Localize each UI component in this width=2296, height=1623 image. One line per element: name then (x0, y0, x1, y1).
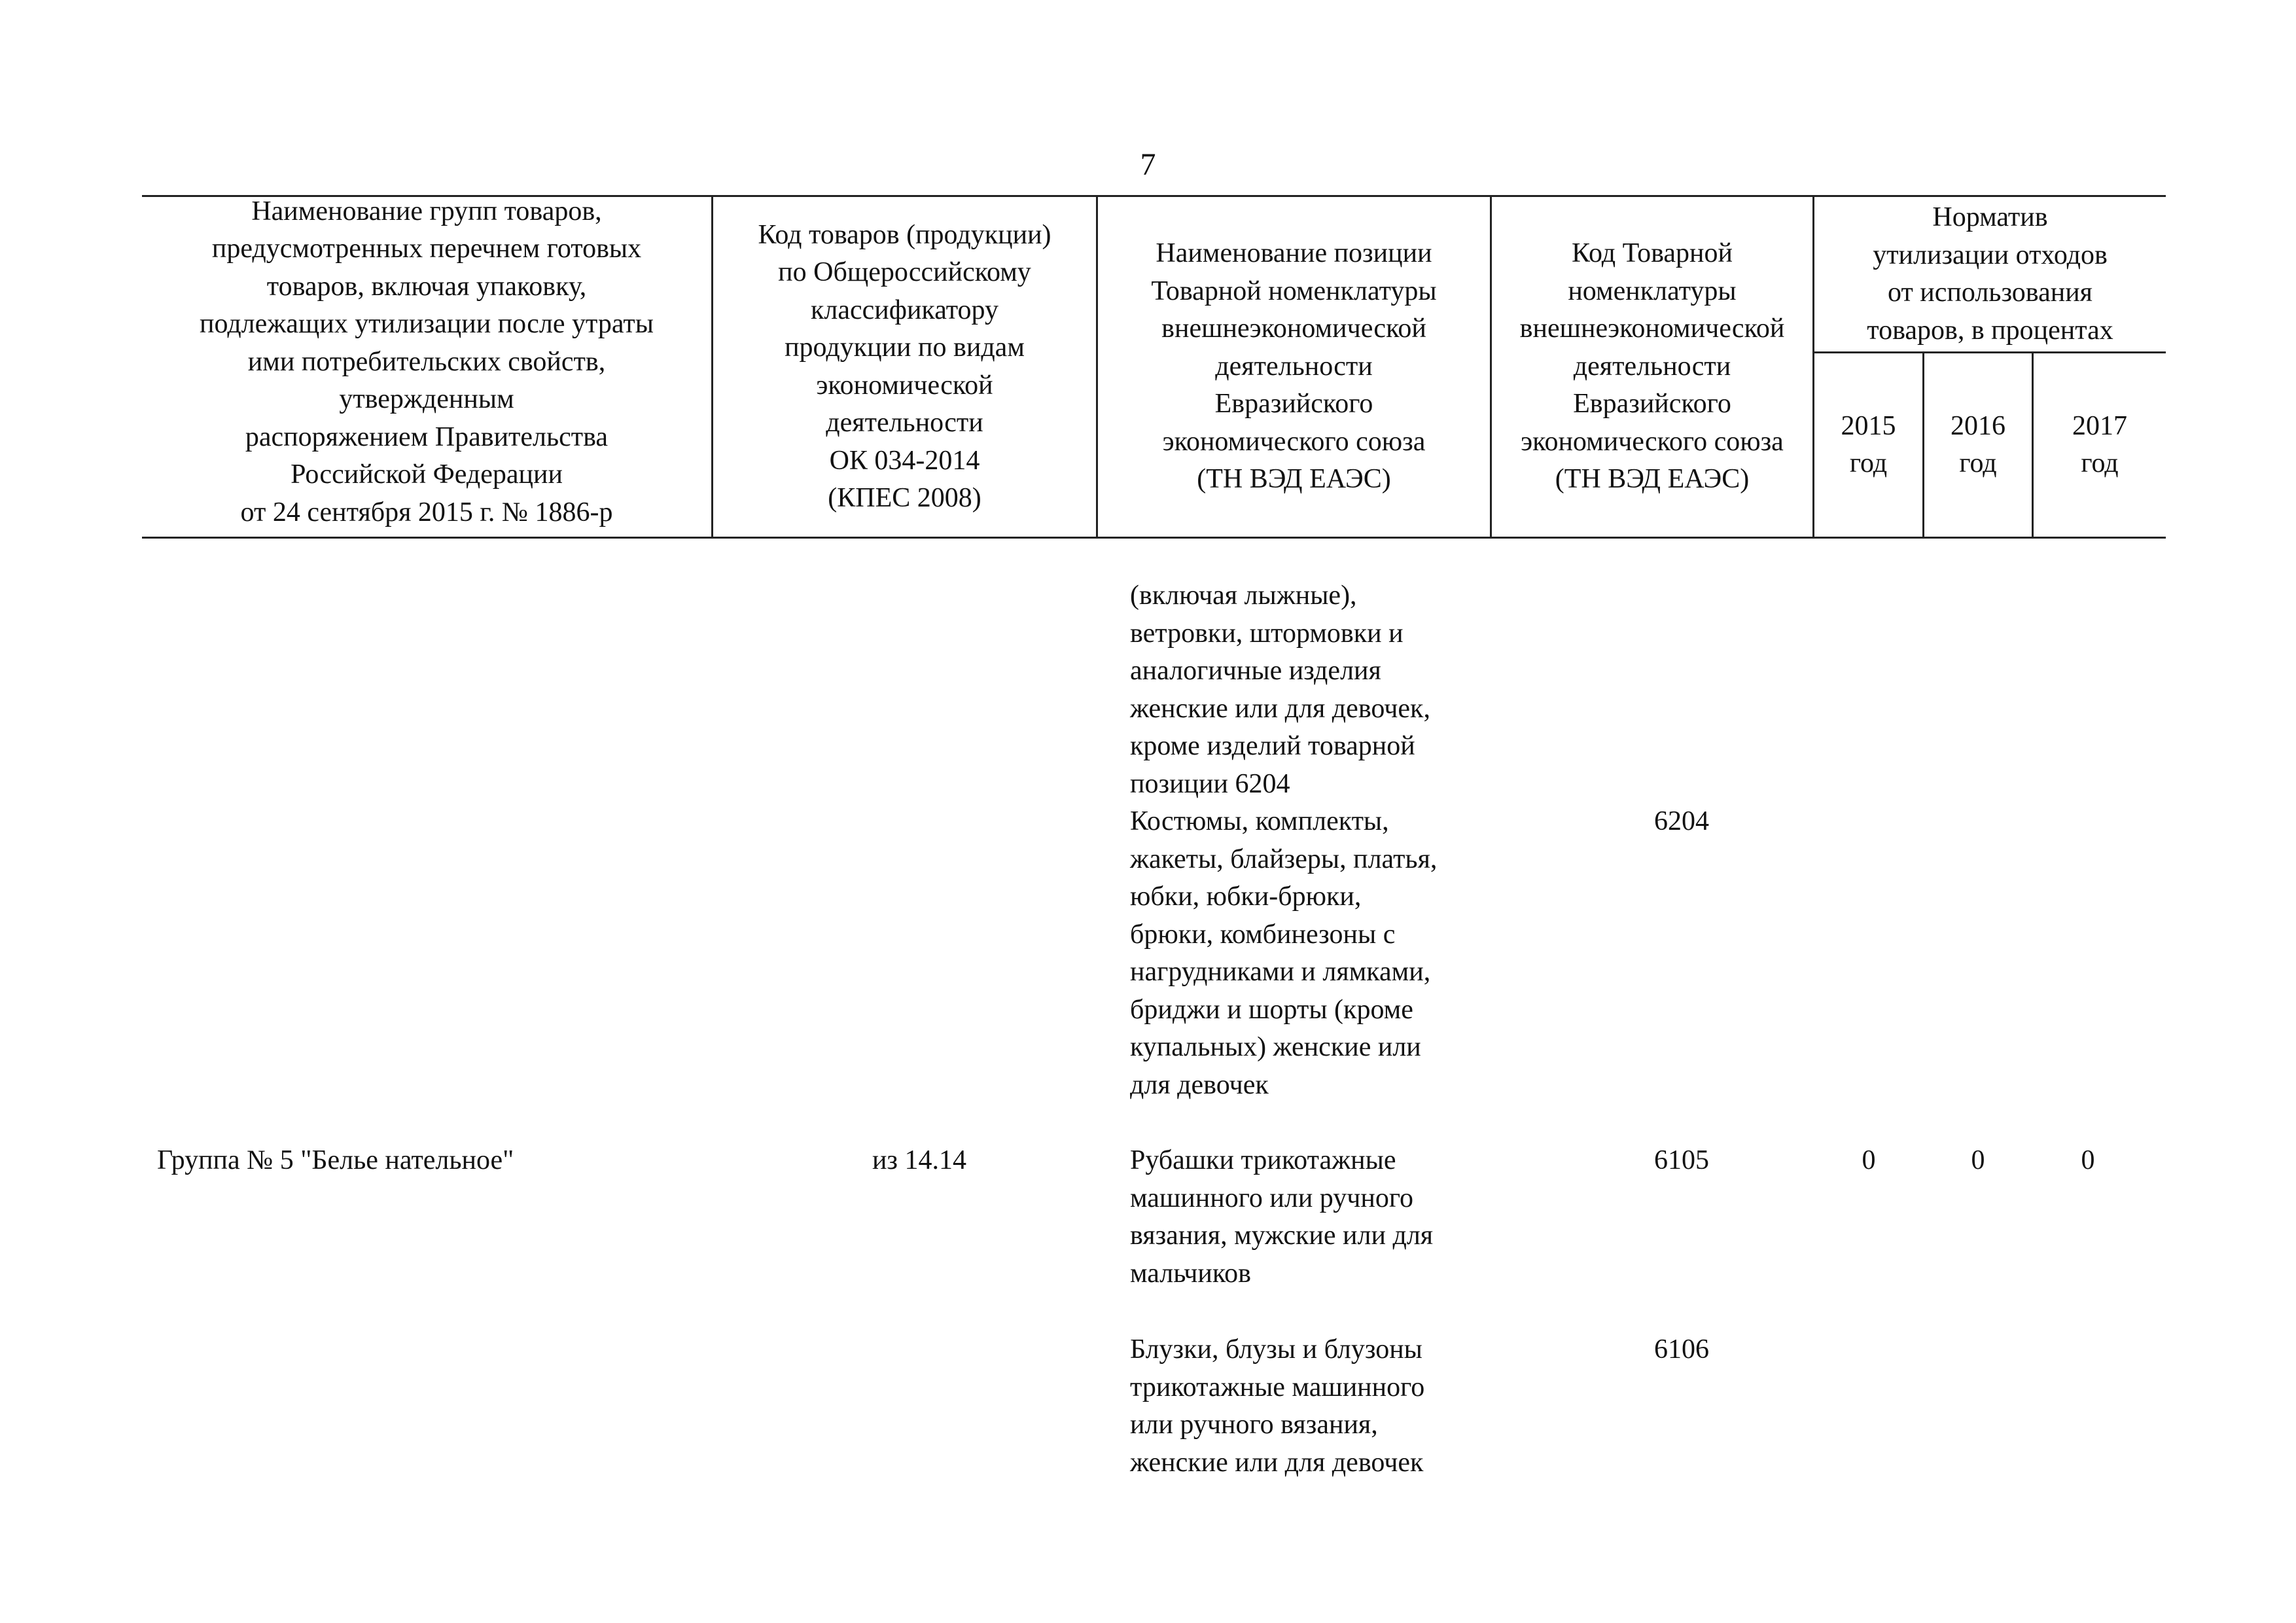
header-norm-title: Норматив утилизации отходов от использования товаров, в процентах (1867, 202, 2113, 346)
header-tnved-code: Код Товарной номенклатуры внешнеэкономической деятельности Евразийского экономического союза (ТН ВЭД ЕАЭС) (1519, 238, 1785, 495)
item-6204-code: 6204 (1654, 806, 1709, 836)
page-number: 7 (1140, 147, 1156, 182)
item-6106-description: Блузки, блузы и блузоны трикотажные машинного или ручного вязания, женские или для девочек (1130, 1334, 1425, 1478)
item-6105-code: 6105 (1654, 1145, 1709, 1175)
header-okpd-code: Код товаров (продукции) по Общероссийскому классификатору продукции по видам экономической деятельности ОК 034-2014 (КПЕС 2008) (758, 219, 1051, 513)
value-2015: 0 (1862, 1145, 1876, 1175)
header-group-name: Наименование групп товаров, предусмотренных перечнем готовых товаров, включая упаковку, подлежащих утилизации после утраты ими потребительских свойств, утвержденным распоряжением Правительства Российской Федерации от 24 сентября 2015 г. № 1886-р (200, 196, 654, 527)
continuation-description: (включая лыжные), ветровки, штормовки и аналогичные изделия женские или для девочек, кроме изделий товарной позиции 6204 (1130, 580, 1430, 799)
value-2016: 0 (1971, 1145, 1985, 1175)
item-6106-code: 6106 (1654, 1334, 1709, 1364)
value-2017: 0 (2081, 1145, 2095, 1175)
group-5-name: Группа № 5 "Белье нательное" (157, 1145, 514, 1175)
header-year-2016: 2016 год (1951, 410, 2005, 478)
header-year-2017: 2017 год (2072, 410, 2127, 478)
group-5-okpd: из 14.14 (872, 1145, 967, 1175)
item-6105-description: Рубашки трикотажные машинного или ручного вязания, мужские или для мальчиков (1130, 1145, 1434, 1289)
table-header (142, 195, 2166, 539)
header-tnved-name: Наименование позиции Товарной номенклатуры внешнеэкономической деятельности Евразийского экономического союза (ТН ВЭД ЕАЭС) (1151, 238, 1437, 495)
header-year-2015: 2015 год (1841, 410, 1896, 478)
item-6204-description: Костюмы, комплекты, жакеты, блайзеры, платья, юбки, юбки-брюки, брюки, комбинезоны с нагрудниками и лямками, бриджи и шорты (кроме купальных) женские или для девочек (1130, 806, 1438, 1100)
